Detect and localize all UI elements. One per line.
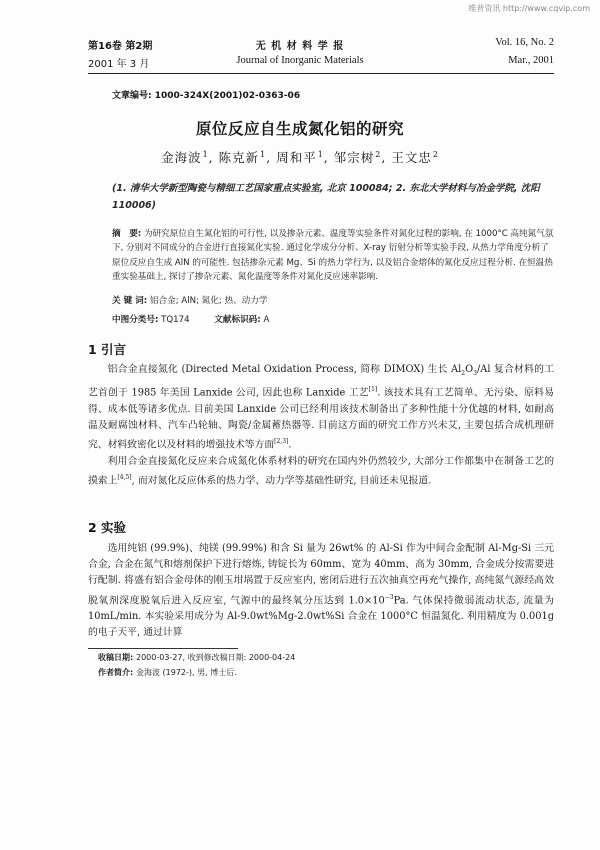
abstract-text: 为研究原位自生氮化铝的可行性, 以及掺杂元素、温度等实验条件对氮化过程的影响, 在 1000°C 高纯氮气氛下, 分别对不同成分的合金进行直接氮化实验. 通过化学成分分析、X-ray 衍射分析等实验手段, 从热力学角度分析了原位反应自生成 AlN 的可能性. 包括掺杂元素 Mg、Si 的热力学行为, 以及铝合金熔体的氮化反应过程分析. 在恒温热重实验基础上, 探讨了掺杂元素、氮化温度等条件对氮化反应速率影响. bbox=[112, 229, 554, 282]
experiment-body bbox=[88, 541, 554, 641]
author-affil-mark: 1 bbox=[317, 149, 324, 159]
article-number: 文章编号: 1000-324X(2001)02-0363-06 bbox=[112, 91, 301, 101]
abstract bbox=[112, 227, 557, 284]
author-name: 王文忠 bbox=[391, 150, 432, 165]
paragraph: 利用合金直接氮化反应来合成氮化体系材料的研究在国内外仍然较少, 大部分工作都集中在制备工艺的摸索上[4,5], 而对氮化反应体系的热力学、动力学等基础性研究, 目前还未见报道. bbox=[88, 455, 554, 486]
keywords-text: 铝合金; AlN; 氮化; 热、动力学 bbox=[149, 296, 268, 306]
header-journal-en: Journal of Inorganic Materials bbox=[236, 55, 364, 66]
citation: [2,3] bbox=[274, 438, 289, 446]
received-label: 收稿日期: bbox=[98, 653, 134, 662]
header-journal-cn: 无 机 材 料 学 报 bbox=[255, 41, 345, 52]
keywords bbox=[112, 294, 267, 306]
author-bio-value: 金海波 (1972-), 男, 博士后. bbox=[136, 668, 237, 677]
clc-value: TQ174 bbox=[161, 315, 190, 325]
footnote-author bbox=[98, 667, 237, 678]
author-affil-mark: 1 bbox=[260, 149, 267, 159]
footnote-received bbox=[98, 652, 295, 663]
author-bio-label: 作者简介: bbox=[98, 668, 134, 677]
author-name: 周和平 bbox=[276, 150, 317, 165]
keywords-label: 关 键 词: bbox=[112, 296, 148, 306]
citation: [4,5] bbox=[117, 473, 132, 481]
header-rule bbox=[88, 73, 554, 74]
header-date-cn: 2001 年 3 月 bbox=[88, 59, 150, 70]
header-date-en: Mar., 2001 bbox=[508, 55, 554, 66]
affiliation: (1. 清华大学新型陶瓷与精细工艺国家重点实验室, 北京 100084; 2. 东北大学材料与冶金学院, 沈阳 110006) bbox=[112, 183, 540, 211]
doc-code-value: A bbox=[263, 315, 270, 325]
section-heading-intro: 1 引言 bbox=[88, 342, 127, 357]
header-volume-cn: 第16卷 第2期 bbox=[88, 41, 153, 52]
author-affil-mark: 2 bbox=[432, 149, 439, 159]
clc-label: 中图分类号: bbox=[112, 315, 159, 325]
intro-body bbox=[88, 362, 554, 489]
paragraph: 选用纯铝 (99.9%)、纯镁 (99.99%) 和含 Si 量为 26wt% 的 Al-Si 作为中间合金配制 Al-Mg-Si 三元合金, 合金在氮气和熔剂保护下进行熔炼, 铸锭长为 60mm、宽为 40mm、高为 30mm, 合金成分按需要进行配制. 将盛有铝合金母体的刚玉坩埚置于反应室内, 密闭后进行五次抽真空再充气操作, 高纯氮气源经高效脱氧剂深度脱氧后进入反应室, 气源中的最终氧分压达到 $1.0\times 10^{-3}Pa$. 气体保持微弱流动状态, 流量为 10mL/min. 本实验采用成分为 Al-9.0wt%Mg-2.0wt%Si 合金在 1000°C 恒温氮化. 利用精度为 0.001g 的电子天平, 通过计算 bbox=[88, 543, 554, 639]
abstract-label: 摘 要: bbox=[112, 229, 142, 239]
doc-code-label: 文献标识码: bbox=[214, 315, 261, 325]
classification bbox=[112, 313, 269, 325]
author-name: 金海波 bbox=[161, 150, 202, 165]
footnote-rule bbox=[88, 648, 238, 649]
author-affil-mark: 1 bbox=[202, 149, 209, 159]
citation: [1] bbox=[368, 386, 378, 394]
author-affil-mark: 2 bbox=[375, 149, 382, 159]
header-volume-en: Vol. 16, No. 2 bbox=[495, 37, 554, 48]
section-heading-experiment: 2 实验 bbox=[88, 520, 127, 535]
received-value: 2000-03-27, 收到修改稿日期: 2000-04-24 bbox=[136, 653, 296, 662]
watermark: 维普资讯 http://www.cqvip.com bbox=[468, 4, 590, 13]
paragraph: 铝合金直接氮化 (Directed Metal Oxidation Process, 简称 DIMOX) 生长 $Al_2O_3/Al$ 复合材料的工艺首创于 1985 年美国 Lanxide 公司, 因此也称 Lanxide 工艺[1]. 该技术具有工艺简单、无污染、原料易得、成本低等诸多优点. 目前美国 Lanxide 公司已经利用该技术制备出了多种性能十分优越的材料, 如耐高温及耐腐蚀材料、汽车凸轮轴、陶瓷/金属蓄热器等. 目前这方面的研究工作方兴未艾, 主要包括合成机理研究、材料致密化以及材料的增强技术等方面[2,3]. bbox=[88, 364, 555, 451]
author-name: 邹宗树 bbox=[333, 150, 375, 165]
paper-title: 原位反应自生成氮化铝的研究 bbox=[195, 120, 404, 138]
author-name: 陈克新 bbox=[218, 150, 260, 165]
author-list: 金海波$^1$, 陈克新$^1$, 周和平$^1$, 邹宗树$^2$, 王文忠$^2$ bbox=[161, 149, 439, 165]
